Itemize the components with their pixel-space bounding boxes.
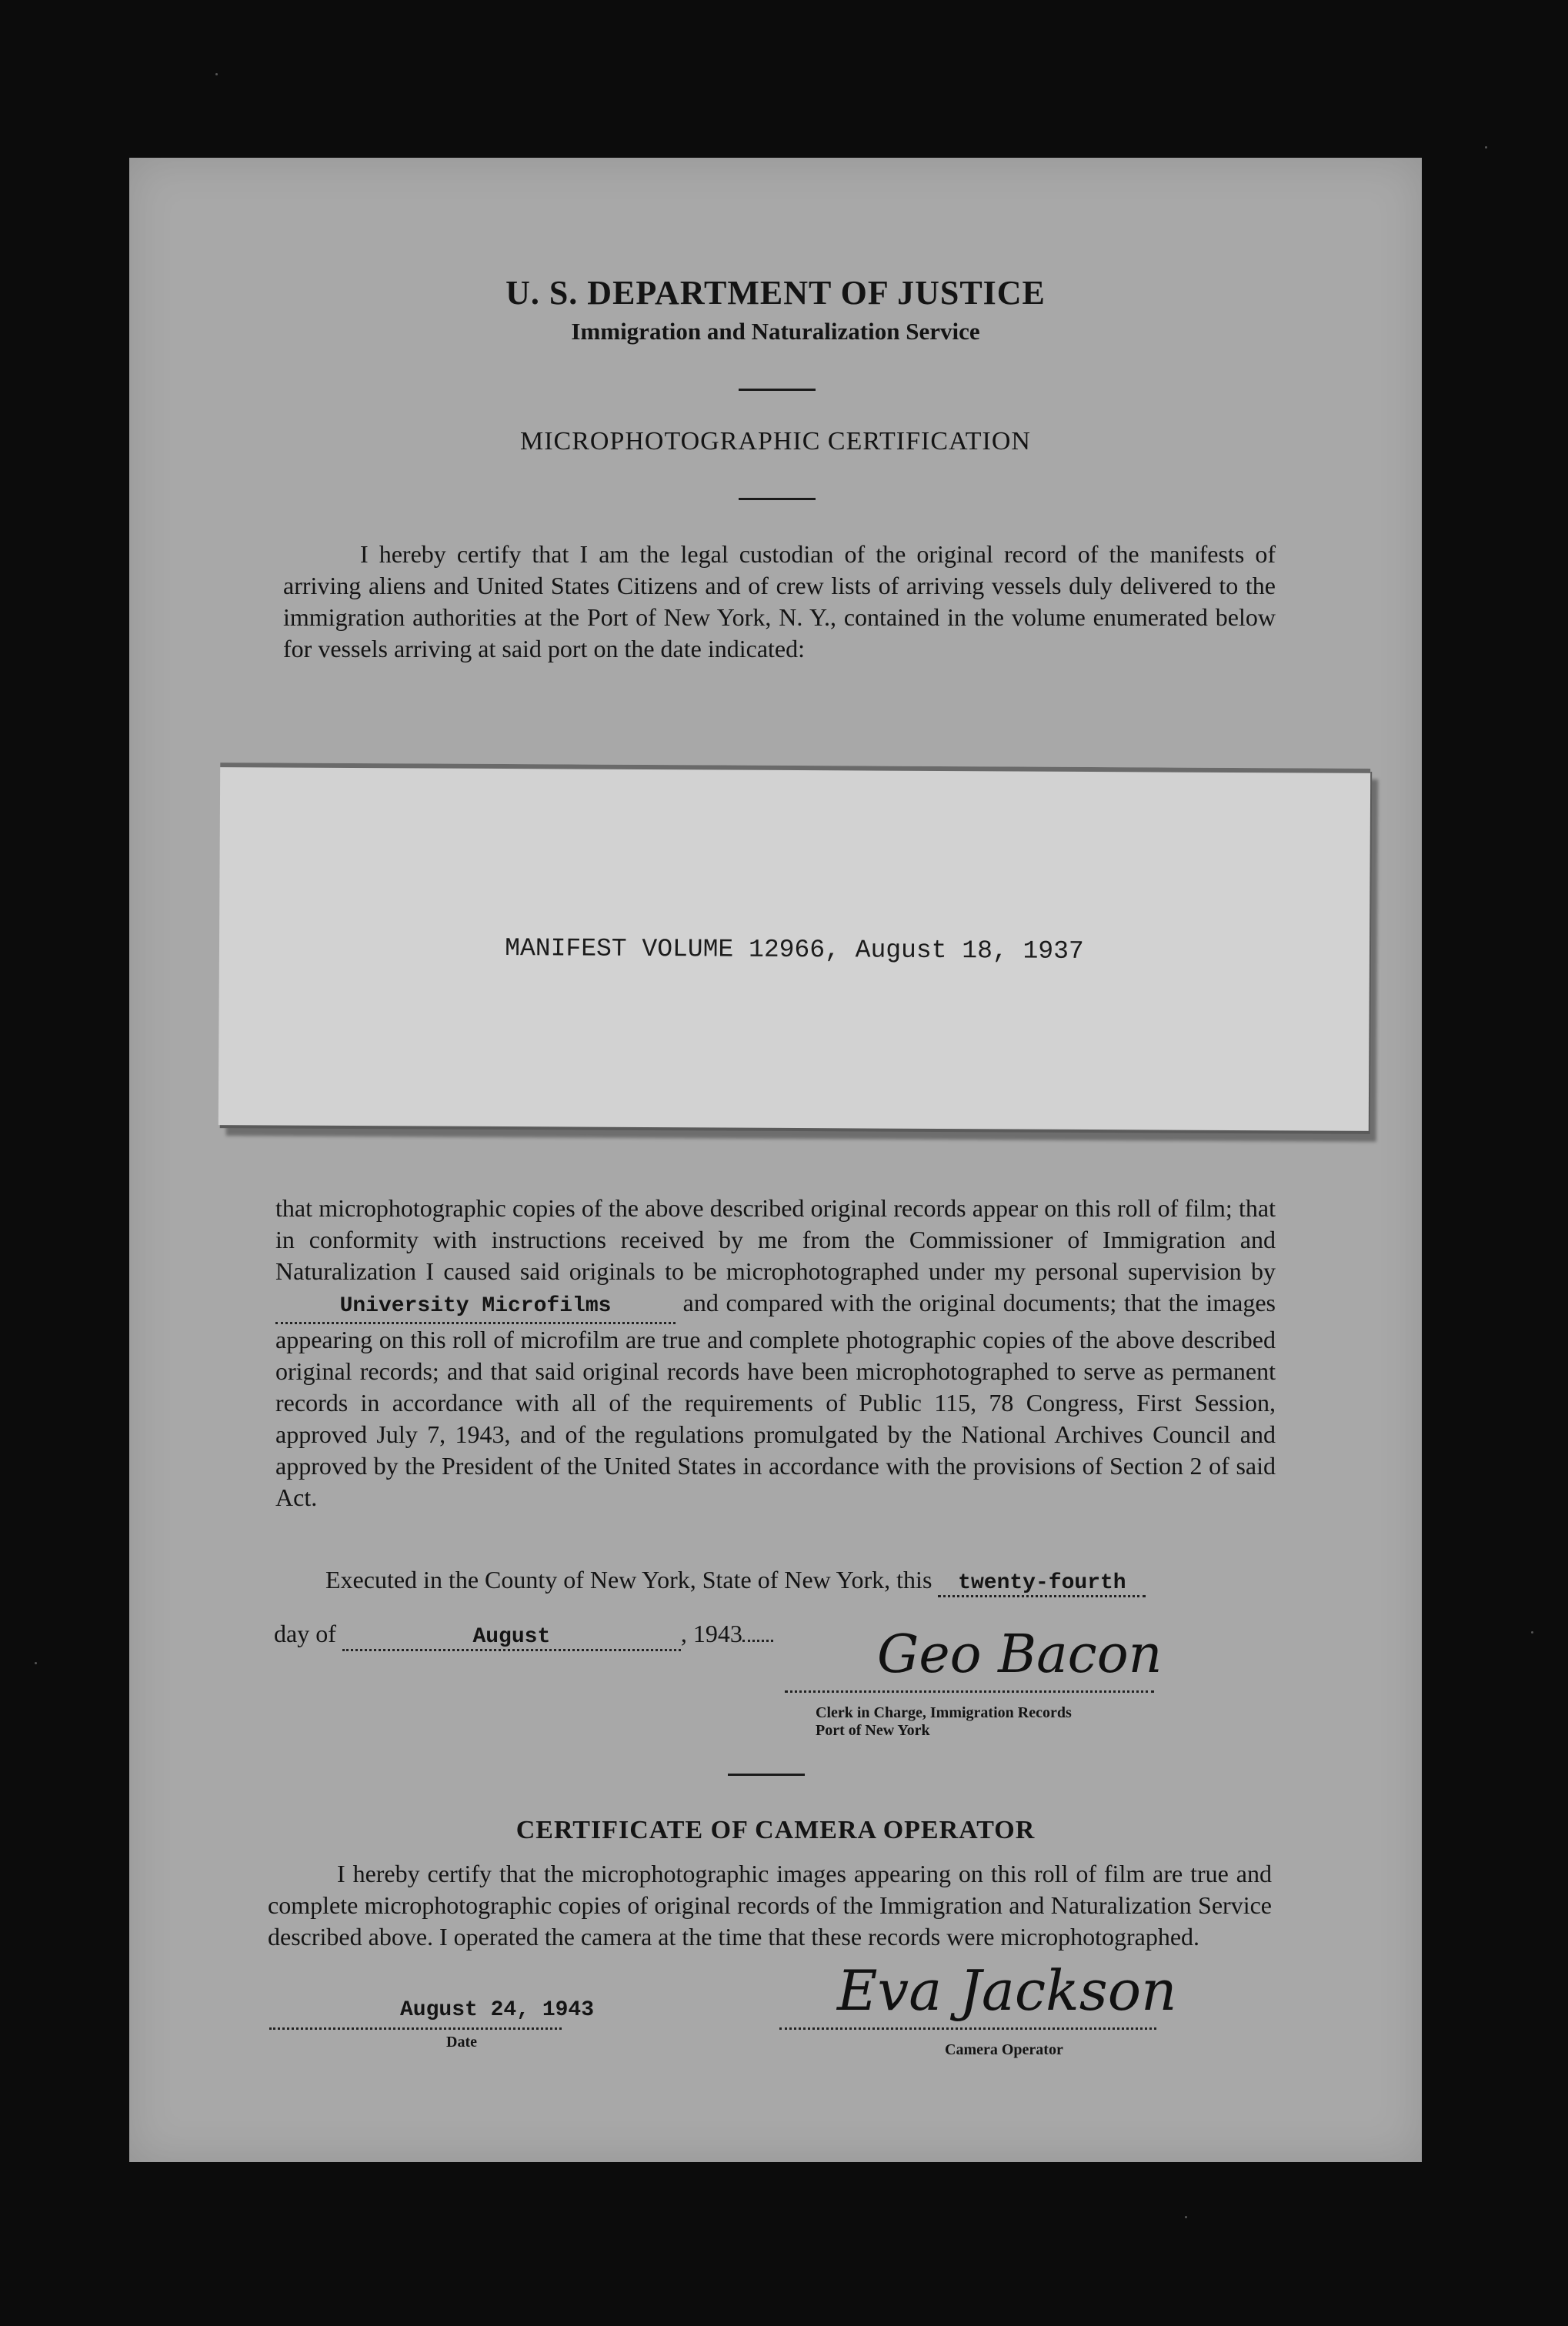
execution-prefix: Executed in the County of New York, State of New York, this xyxy=(325,1566,932,1593)
execution-month-field xyxy=(342,1620,681,1651)
execution-month: August xyxy=(472,1625,551,1649)
date-label: Date xyxy=(446,2034,477,2051)
execution-year-prefix: , 194 xyxy=(680,1620,730,1647)
film-speck xyxy=(35,1662,37,1664)
certification-title: MICROPHOTOGRAPHIC CERTIFICATION xyxy=(519,427,1031,456)
execution-date-line xyxy=(274,1620,773,1651)
volume-slip-text: MANIFEST VOLUME 12966, August 18, 1937 xyxy=(505,934,1084,966)
divider xyxy=(728,1774,805,1776)
clerk-signature: Geo Bacon xyxy=(877,1624,1163,1685)
operator-signature-line xyxy=(779,2027,1156,2030)
clerk-title xyxy=(816,1704,1072,1740)
execution-day-field xyxy=(938,1566,1146,1597)
divider xyxy=(739,498,816,500)
certification-body xyxy=(275,1193,1276,1513)
film-speck xyxy=(1485,146,1487,149)
photographer-value: University Microfilms xyxy=(339,1294,612,1318)
clerk-title-line1: Clerk in Charge, Immigration Records xyxy=(816,1704,1072,1721)
certificate-page xyxy=(129,158,1422,2162)
department-heading: U. S. DEPARTMENT OF JUSTICE xyxy=(505,274,1046,312)
volume-slip xyxy=(219,763,1370,1131)
film-speck xyxy=(1531,1631,1533,1634)
divider xyxy=(739,389,816,391)
date-line xyxy=(269,2027,562,2030)
body-text-part1: that microphotographic copies of the above described original records appear on this roll of film; that in conformity with instructions received by me from the Commissioner of Immigration and Naturalization I caused said originals to be microphotographed under my personal supervision by xyxy=(275,1194,1276,1285)
operator-label: Camera Operator xyxy=(945,2041,1063,2058)
day-of-label: day of xyxy=(274,1620,336,1647)
body-text-part2: and compared with the original documents; that the images appearing on this roll of microfilm are true and complete photographic copies of the above described original records; and that said original records have been microphotographed to serve as permanent records in accordance with all of the requirements of Public 115, 78 Congress, First Session, approved July 7, 1943, and of the regulations promulgated by the National Archives Council and approved by the President of the United States in accordance with the provisions of Section 2 of said Act. xyxy=(275,1289,1276,1511)
clerk-signature-line xyxy=(785,1690,1154,1693)
service-heading: Immigration and Naturalization Service xyxy=(571,318,980,345)
clerk-title-line2: Port of New York xyxy=(816,1722,930,1739)
operator-signature: Eva Jackson xyxy=(837,1958,1177,2023)
execution-day: twenty-fourth xyxy=(958,1571,1126,1595)
year-dots xyxy=(742,1640,773,1642)
film-speck xyxy=(215,73,218,75)
camera-date-value: August 24, 1943 xyxy=(400,1998,595,2022)
execution-year-digit: 3 xyxy=(729,1620,742,1647)
photographer-field xyxy=(275,1287,676,1324)
film-speck xyxy=(1185,2216,1187,2218)
execution-line xyxy=(325,1566,1146,1597)
camera-certificate-title: CERTIFICATE OF CAMERA OPERATOR xyxy=(515,1816,1036,1844)
camera-certificate-paragraph: I hereby certify that the microphotographic images appearing on this roll of film are true and complete microphotographic copies of original records of the Immigration and Naturalization Service described above. I operated the camera at the time that these records were microphotographed. xyxy=(268,1860,1272,1951)
intro-paragraph: I hereby certify that I am the legal custodian of the original record of the manifests of arriving aliens and United States Citizens and of crew lists of arriving vessels duly delivered to the immigration authorities at the Port of New York, N. Y., contained in the volume enumerated below for vessels arriving at said port on the date indicated: xyxy=(283,540,1276,662)
